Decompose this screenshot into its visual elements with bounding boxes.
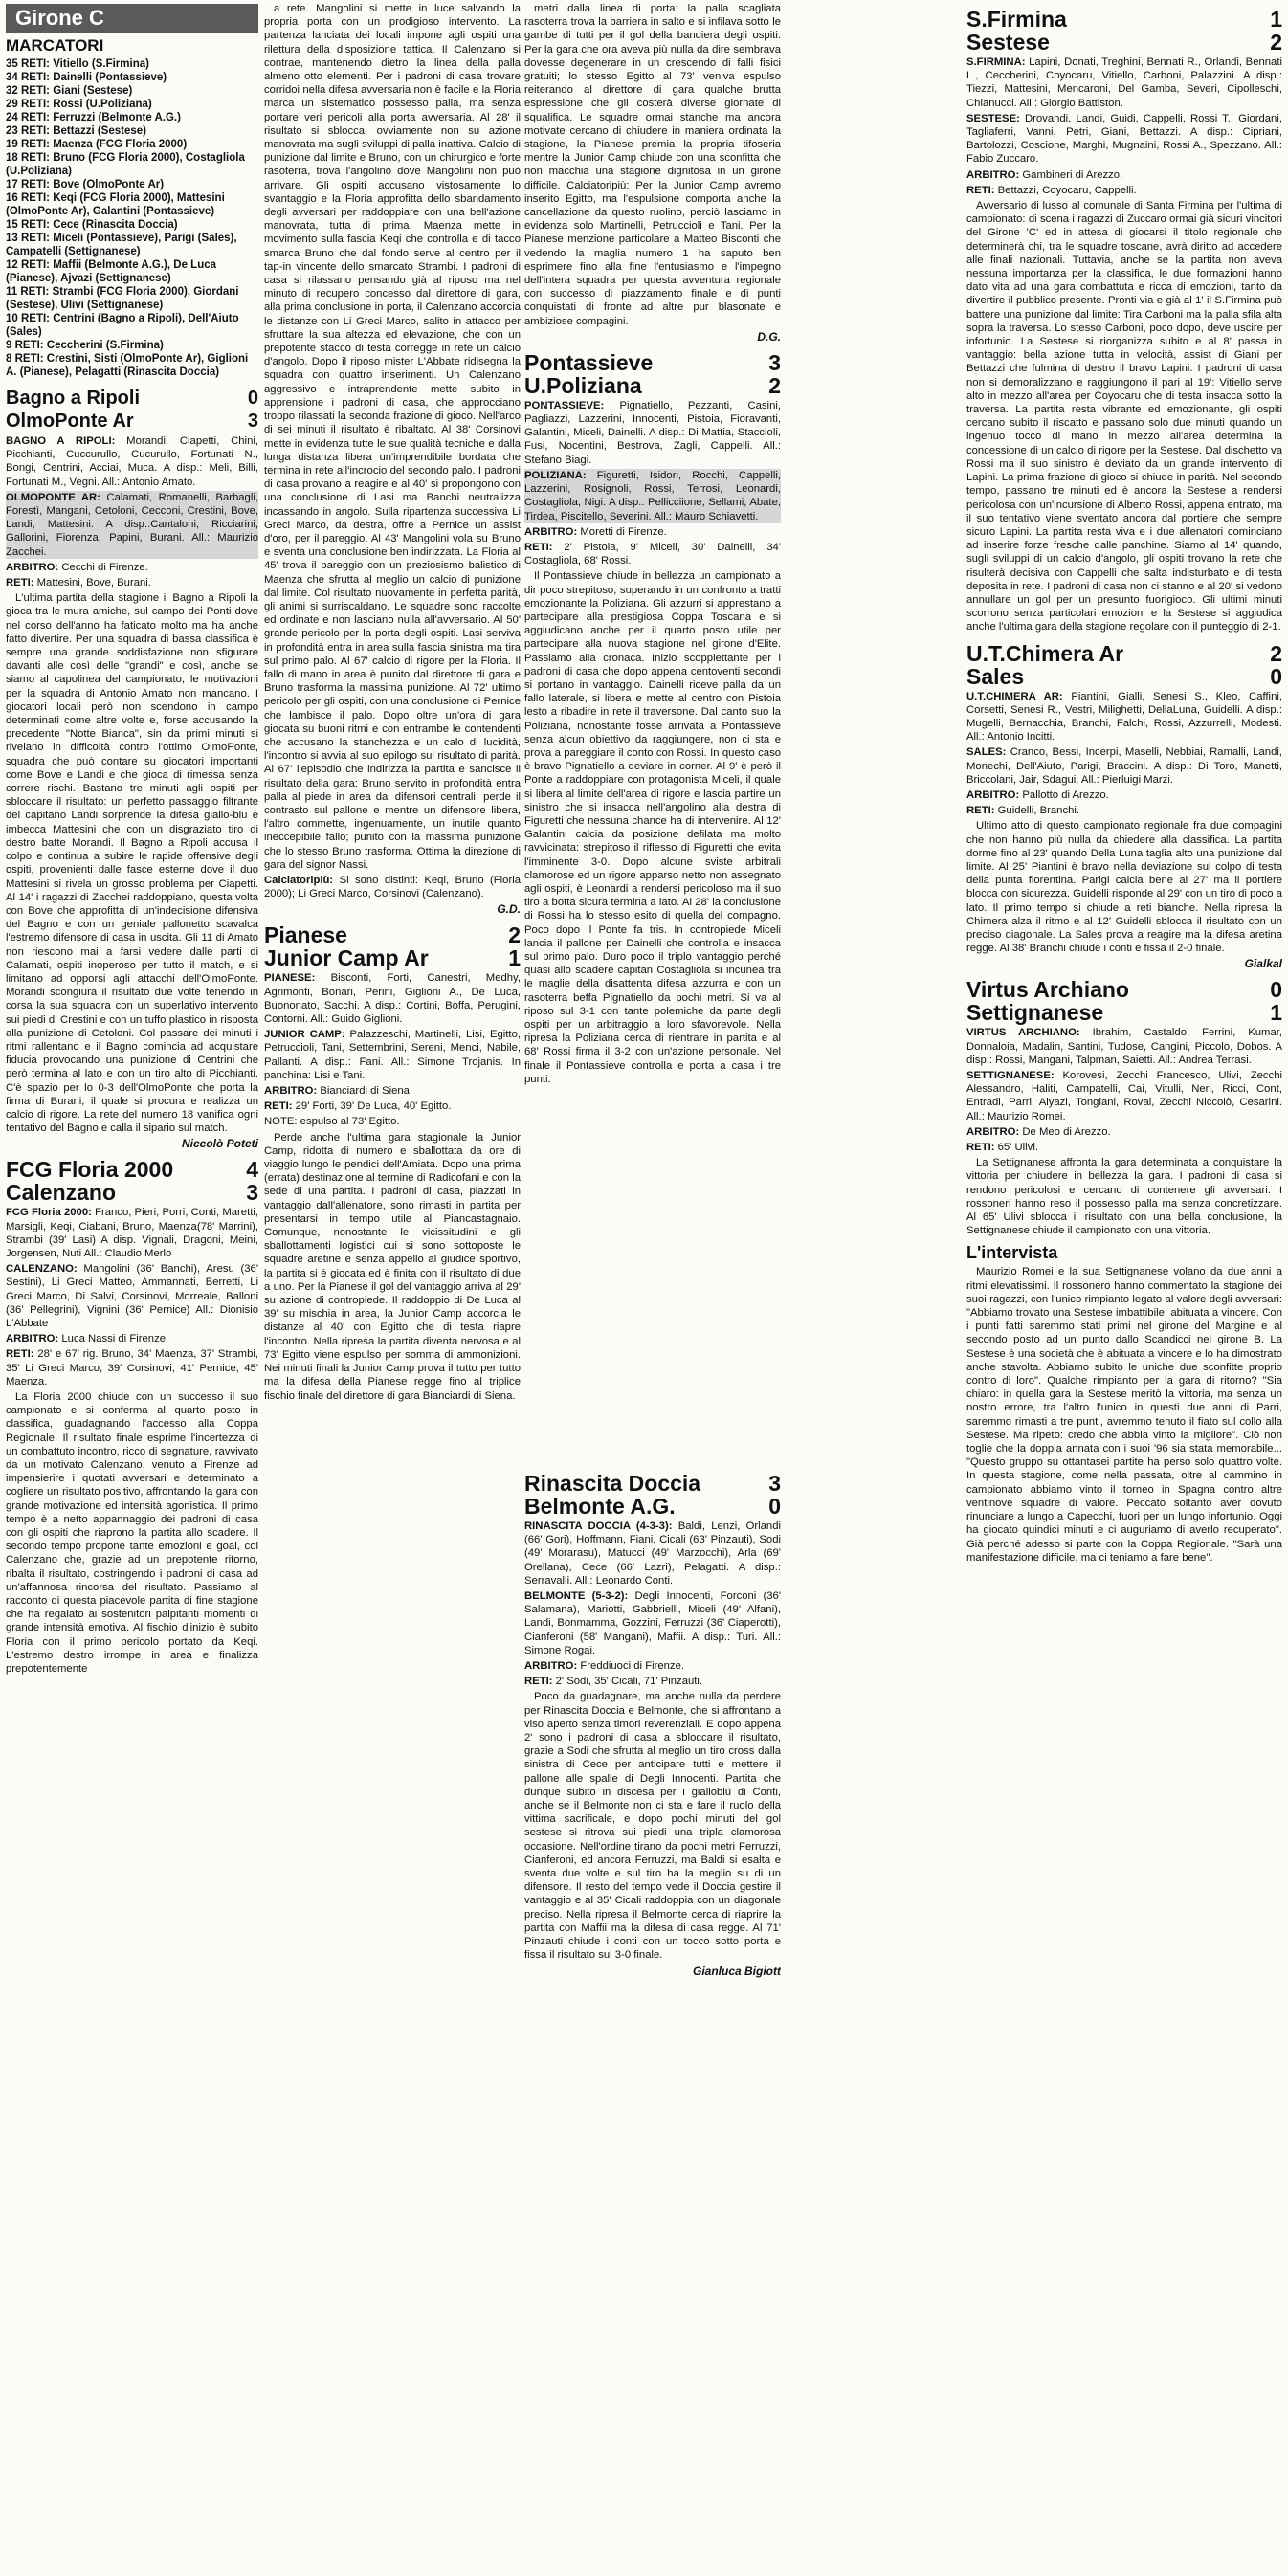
home-team: S.Firmina [966,7,1067,32]
top-players: Calciatoripiù: Si sono distinti: Keqi, Bruno (Floria 2000); Li Greci Marco, Corsinovi (Calenzano). [264,875,521,900]
match-report: Avversario di lusso al comunale di Santa Firmina per l'ultima di campionato: di scena i ragazzi di Zuccaro ormai già sicuri vincitori del Girone 'C' ed in attesa di giocarsi il titolo regionale che determinerà chi, tra le squadre toscane, avrà diritto ad accedere alle finali nazionali. Tuttavia, anche se la partita non aveva nessuna importanza per la classifica, le due formazioni hanno dato vita ad una gara combattuta e ricca di emozioni, tanto da divertire il pubblico presente. Pronti via e già al 1' il S.Firmina può battere una punizione dal limite: Tira Carboni ma la palla sfila alta sopra la traversa. Lo stesso Carboni, poco dopo, deve uscire per infortunio. La Sestese si riorganizza subito e al 8' passa in vantaggio: bella azione tutta in velocità, assist di Giani per Bettazzi che fulmina di destro il bravo Lapini. I padroni di casa non si demoralizzano e raggiungono il pari al 19': Vitiello serve alto in mezzo all'area per Coyocaru che di testa insacca sotto la traversa. La partita resta vibrante ed emozionante, gli ospiti cercano subito il riscatto e passano solo due minuti quando un ingenuo tocco di mano in mezzo all'area determina la concessione di un calcio di rigore per la Sestese. Dal dischetto va Rossi ma il suo sinistro è deviato da un grande intervento di Lapini. La prima frazione di gioco si chiude in parità. Nel secondo tempo, passano tre minuti ed è ancora la Sestese a rendersi pericolosa con un'incursione di Alberto Rossi, appena entrato, ma il suo tentativo viene sventato ancora dal portiere che sempre sicuro Lapini. La partita resta viva e i due allenatori cominciano ad inserire forze fresche dalle panchine. Siamo al 14' quando, sugli sviluppi di un calcio d'angolo, gli ospiti trovano la rete che risulterà decisiva con Cappelli che salta indisturbato e di testa deposita in rete. I padroni di casa non ci stanno e al 20' si vedono annullare un gol per un presunto fuorigioco. Gli ultimi minuti scorrono senza particolari emozioni e la Sestese si aggiudica anche l'ultima gara della stagione regolare con il punteggio di 2-1. [966,200,1282,633]
match-doccia-belmonte [524,1472,781,1518]
match-bagno-olmoponte [6,387,258,433]
away-team: Settignanese [966,1000,1104,1026]
match-report-continued: a rete. Mangolini si mette in luce salvando la propria porta con un prodigioso intervento. La partenza lanciata dei locali impone agli ospiti una rilettura della disposizione tattica. Il Calenzano si contrae, mantenendo dietro la linea della palla almeno otto elementi. Per i padroni di casa trovare corridoi nella difesa avversaria non è facile e la Floria marca un sistematico possesso palla, ma senza portare veri pericoli alla porta avversaria. Al 28' il risultato si sblocca, ovviamente non su azione manovrata ma sugli sviluppi di palla inattiva. Calcio di punizione dal limite e Bruno, con un chirurgico e forte rasoterra, trova l'angolino dove Mangolini non può arrivare. Gli ospiti accusano vistosamente lo svantaggio e la Floria approfitta dello sbandamento degli avversari per raddoppiare con una bell'azione manovrata, tutta di prima. Maenza mette in movimento sulla fascia Keqi che controlla e di tacco smarca Bruno che dal fondo serve al centro per il tap-in vincente dello smarcato Strambi. I padroni di casa si rilassano pensando già al riposo ma nel minuto di recupero concesso dal direttore di gara, alla prima conclusione in porta, il Calenzano accorcia le distanze con Li Greci Marco, salito in attacco per sfruttare la sua altezza ed elevazione, che con un prepotente stacco di testa corregge in rete un calcio d'angolo. Dopo il riposo mister L'Abbate ridisegna la squadra con quattro inserimenti. Un Calenzano aggressivo e intraprendente mette subito in apprensione i padroni di casa, che approcciano troppo rilassati la seconda frazione di gioco. Nell'arco di sei minuti il risultato è ribaltato. Al 38' Corsinovi mette in evidenza tutte le sue qualità tecniche e dalla lunga distanza libera un'imprendibile bordata che termina in rete all'incrocio del secondo palo. I padroni di casa provano a reagire e al 40' si propongono con una conclusione di Lasi ma Banchi neutralizza incassando in angolo. Sulla ripartenza successiva Li Greci Marco, da destra, offre a Pernice un assist d'oro, per il pareggio. Al 43' Mangolini vola su Bruno e sventa una conclusione ben indirizzata. La Floria al 45' trova il pareggio con un preziosismo balistico di Maenza che sfrutta al meglio un calcio di punizione dal limite. Col risultato nuovamente in perfetta parità, gli animi si surriscaldano. Le squadre sono raccolte ed ordinate e non lasciano nulla all'avversario. Al 50' grande pericolo per la porta degli ospiti. Lasi serviva in profondità entra in area sulla fascia sinistra ma tira sul primo palo. Al 67' calcio di rigore per la Floria. Il fallo di mano in area è punito dal direttore di gara e Bruno trasforma la massima punizione. Al 72' ultimo pericolo per gli ospiti, con una conclusione di Pernice che lambisce il palo. Dopo oltre un'ora di gara giocata su buoni ritmi e con entrambe le contendenti che accusano la stanchezza e un calo di lucidità, l'incontro si avvia al suo epilogo sul risultato di parità. Al 67' l'episodio che indirizza la partita e sancisce il risultato della gara: Bruno servito in profondità entra palla al piede in area dai difensori centrali, perde il contrasto sul pallone e mentre un difensore libera, l'altro commette, ingenuamente, un inutile quanto ineccepibile fallo; punito con la massima punizione che lo stesso Bruno trasforma. Ottima la direzione di gara del signor Nassi. [264,3,521,871]
home-team-row [6,1158,258,1181]
home-team: Pianese [264,922,347,948]
away-team-row [966,31,1282,54]
home-team: Bagno a Ripoli [6,388,140,409]
home-team-row [966,978,1282,1001]
home-score: 0 [247,388,258,409]
section-banner: Girone C [6,4,258,33]
goals: RETI: 2' Pistoia, 9' Miceli, 30' Dainelli, 34' Costagliola, 68' Rossi. [524,541,781,567]
away-team: OlmoPonte Ar [6,411,134,432]
column-3 [524,0,781,1088]
match-archiano-settignanese [966,978,1282,1024]
match-firmina-sestese [966,8,1282,54]
author: Gianluca Bigiott [692,1964,781,1978]
away-team: Sestese [966,30,1050,55]
away-score: 0 [768,1494,781,1519]
referee: ARBITRO: Luca Nassi di Firenze. [6,1333,169,1345]
referee: ARBITRO: Pallotto di Arezzo. [966,788,1109,801]
away-score: 2 [1270,30,1282,55]
away-lineup: JUNIOR CAMP: Palazzeschi, Martinelli, Lisi, Egitto, Petruccioli, Tani, Settembrini, Sereni, Menci, Nabile, Pallanti. A disp.: Fani. All.: Simone Trojanis. In panchina: Lisi e Tani. [264,1029,521,1081]
home-team-row [966,8,1282,31]
scorer-line: 19 RETI: Maenza (FCG Floria 2000) [6,139,188,150]
away-team-row [264,946,521,969]
scorer-line: 18 RETI: Bruno (FCG Floria 2000), Costagliola (U.Poliziana) [6,152,245,177]
scorer-line: 9 RETI: Ceccherini (S.Firmina) [6,340,164,351]
referee: ARBITRO: Cecchi di Firenze. [6,561,148,573]
match-floria-calenzano [6,1158,258,1204]
referee: ARBITRO: De Meo di Arezzo. [966,1125,1111,1138]
scorer-line: 23 RETI: Bettazzi (Sestese) [6,125,146,137]
home-lineup: FCG Floria 2000: Franco, Pieri, Porri, Conti, Maretti, Marsigli, Keqi, Ciabani, Bruno, Maenza(78' Marrini), Strambi (39' Lasi) A disp. Vignali, Dragoni, Meini, Jorgensen, Nuti All.: Claudio Merlo [6,1207,258,1259]
scorer-line: 34 RETI: Dainelli (Pontassieve) [6,72,167,83]
match-report: Poco da guadagnare, ma anche nulla da perdere per Rinascita Doccia e Belmonte, che si affrontano a viso aperto senza timori reverenziali. E dopo appena 2' sono i padroni di casa a sbloccare il risultato, grazie a Sodi che sfrutta al meglio un tiro cross dalla sinistra di Cece per anticipare tutti e mettere il pallone alle spalle di Degli Innocenti. Partita che dunque subito in discesa per i gialloblù di Conti, anche se il Belmonte non ci sta e fare il ruolo della vittima sacrificale, e dopo pochi minuti del gol sestese si ritrova sui piedi una tripla clamorosa occasione. Nell'ordine tirano da pochi metri Ferruzzi, Cianferoni, ed ancora Ferruzzi, ma Baldi si esalta e sventa due volte e sul tiro ha la meglio su di un difensore. Il resto del tempo vede il Doccia gestire il vantaggio e al 35' Cicali raddoppia con un diagonale preciso. Nella ripresa il Belmonte cerca di riaprire la partita con Maffii ma la difesa di casa regge. Al 71' Pinzauti chiude i conti con un tocco sotto porta e fissa il risultato sul 3-0 finale. [524,1691,781,1962]
away-team: Belmonte A.G. [524,1494,676,1519]
goals: RETI: Bettazzi, Coyocaru, Cappelli. [966,184,1137,196]
away-team-row [524,1495,781,1518]
goals: RETI: Mattesini, Bove, Burani. [6,577,151,589]
interview-title: L'intervista [966,1243,1058,1263]
match-chimera-sales [966,642,1282,688]
home-score: 2 [508,922,521,948]
referee: ARBITRO: Bianciardi di Siena [264,1085,410,1098]
scorer-line: 15 RETI: Cece (Rinascita Doccia) [6,219,178,231]
away-team: Sales [966,663,1025,689]
scorer-line: 8 RETI: Crestini, Sisti (OlmoPonte Ar), Giglioni A. (Pianese), Pelagatti (Rinascita Doccia) [6,353,249,378]
home-team: U.T.Chimera Ar [966,640,1124,666]
referee: ARBITRO: Gambineri di Arezzo. [966,168,1123,181]
scorer-line: 11 RETI: Strambi (FCG Floria 2000), Giordani (Sestese), Ulivi (Settignanese) [6,286,239,311]
home-score: 1 [1270,7,1282,32]
column-3-lower [524,1464,781,1984]
away-team-row [966,1001,1282,1024]
away-team: Junior Camp Ar [264,945,429,971]
scorer-line: 17 RETI: Bove (OlmoPonte Ar) [6,179,165,190]
home-score: 3 [768,349,781,375]
away-lineup: SALES: Cranco, Bessi, Incerpi, Maselli, Nebbiai, Ramalli, Landi, Monechi, Dell'Aiuto, Parigi, Braccini. A disp.: Di Toro, Manetti, Briccolani, Jair, Sdagui. All.: Pierluigi Marzi. [966,746,1282,786]
home-lineup: PONTASSIEVE: Pignatiello, Pezzanti, Casini, Pagliazzi, Lazzerini, Innocenti, Pistoia, Fioravanti, Galantini, Miceli, Dainelli. A disp.: Di Mattia, Staccioli, Fusi, Nocentini, Bestrova, Zagli, Cappelli. All.: Stefano Biagi. [524,399,781,466]
note: NOTE: espulso al 73' Egitto. [264,1116,400,1128]
away-score: 1 [508,945,521,971]
home-score: 3 [768,1471,781,1496]
match-report: Il Pontassieve chiude in bellezza un campionato a dir poco strepitoso, superando in un confronto a tratti emozionante la Poliziana. Gli azzurri si apprestano a partecipare alla prestigiosa Coppa Toscana e si aggiudicano anche per il quarto posto utile per partecipare alla nuova stagione nel girone d'Elite. Passiamo alla cronaca. Inizio scoppiettante per i padroni di casa che dopo appena centoventi secondi si portano in vantaggio. Dainelli riceve palla da un fallo laterale, si libera e mette al centro con Pistoia lesto a ribadire in rete il traversone. Dal canto suo la Poliziana, nonostante fosse arrivata a Pontassieve senza alcun obiettivo da raggiungere, non ci sta e prova a pareggiare il conto con Rossi. In questo caso è bravo Pignatiello a deviare in corner. Al 9' è però il Ponte a raddoppiare con protagonista Miceli, il quale si libera al limite dell'area di rigore e lascia partire un sinistro che si insacca nell'angolino alla destra di Figuretti che nessuna chance ha di intervenire. Al 12' Galantini calcia da posizione defilata ma molto ravvicinata: strepitoso il riflesso di Figuretti che evita l'imminente 3-0. Dopo alcune sviste arbitrali clamorose ed un rigore apparso netto non assegnato agli ospiti, è Leonardi a rendersi pericoloso ma il suo tiro a botta sicura termina a lato. Al 28' la conclusione di Rossi ha lo stesso esito di quella del compagno. Poco dopo il Ponte fa tris. In contropiede Miceli lancia il pallone per Dainelli che controlla e insacca sul primo palo. Duro poco il triplo vantaggio perché quasi allo scadere capitan Costagliola si incunea tra le maglie della disattenta difesa azzurra e con un rasoterra beffa Pignatiello da pochi metri. Si va al riposo sul 3-1 con tante polemiche da parte degli ospiti per un arbitraggio a loro sfavorevole. Nella ripresa la Poliziana cerca di rientrare in partita e al 68' Rossi firma il 3-2 con un'azione personale. Nel finale il Pontassieve controlla e porta a casa i tre punti. [524,570,781,1085]
match-report-continued: metri dalla linea di porta: la palla scagliata rasoterra trova la barriera in salto e si infilava sotto le gambe di tutti per il gol della bandiera degli ospiti. Per la gara che ora aveva più nulla da dire sembrava dovesse degenerare in un crescendo di falli fisici gratuiti; lo stesso Egitto al 73' veniva espulso reiterando al direttore di gara qualche brutta espressione che gli costerà diverse giornate di squalifica. Le squadre ormai stanche ma ancora motivate cercano di chiudere in maniera ordinata la stagione, la Pianese premia la propria tifoseria mentre la Junior Camp chiude con una sconfitta che non macchia una stagione dignitosa in un girone difficile. Calciatoripiù: Per la Junior Camp avremo inserito Egitto, ma l'espulsione comporta anche la cancellazione da questo ruolino, perciò lasciamo in evidenza solo Martinelli, Petruccioli e Tani. Per la Pianese menzione particolare a Matteo Bisconti che vedendo la maglia numero 1 ha saputo ben esprimere fino alla fine l'entusiasmo e l'impegno dell'intera squadra per questa avventura regionale con successo di piazzamento finale e di punti conquistati di fronte ad altre pur blasonate e ambiziose compagini. [524,3,781,327]
scorers-box [6,36,258,379]
referee: ARBITRO: Moretti di Firenze. [524,525,667,538]
away-team-row [966,665,1282,688]
goals: RETI: Guidelli, Branchi. [966,805,1080,817]
home-team: Pontassieve [524,349,654,375]
away-team-row [6,410,258,433]
scorer-line: 16 RETI: Keqi (FCG Floria 2000), Mattesini (OlmoPonte Ar), Galantini (Pontassieve) [6,192,225,217]
referee: ARBITRO: Freddiuoci di Firenze. [524,1660,684,1673]
scorer-line: 10 RETI: Centrini (Bagno a Ripoli), Dell'Aiuto (Sales) [6,313,239,338]
home-score: 4 [246,1157,258,1183]
goals: RETI: 2' Sodi, 35' Cicali, 71' Pinzauti. [524,1676,703,1688]
column-2 [264,0,521,1405]
interview-text: Maurizio Romei e la sua Settignanese volano da due anni a ritmi elevatissimi. Il rossonero hanno commentato la stagione dei suoi ragazzi, con l'unico rimpianto legato al valore degli avversari: "Abbiamo trovato una Sestese imbattibile, abituata a vincere. Con i punti fatti saremmo stati primi nel girone del Margine e al secondo posto ad un punto dallo Scandicci nel girone B. La Sestese è una società che è abituata a vincere e lo ha dimostrato anche stavolta. Abbiamo subito le uniche due sconfitte proprio contro di loro". Qualche rimpianto per la gara di ritorno? "Sia chiaro: in quella gara la Sestese meritò la vittoria, ma senza un nostro errore, tra l'altro l'unico in questi due anni di Parri, saremmo rimasti a tre punti, avremmo tenuto il fiato sul collo alla Sestese. Ma ripeto: credo che abbia vinto la migliore". Ciò non toglie che la doppia annata con i suoi '96 sia stata memorabile... "Questo gruppo su ottantasei partite ha perso solo quattro volte. In questa stagione, come nella passata, oltre al cammino in campionato abbiamo vinto il torneo in Spagna contro altre ventinove squadre di valore. Peccato soltanto aver dovuto rinunciare a lungo a Capecchi, fuori per un lungo infortunio. Oggi ha giocato quindici minuti e ci auguriamo di averlo recuperato". Già perché adesso si parte con la Coppa Regionale. "Sarà una manifestazione difficile, ma ci teniamo a fare bene". [966,1266,1282,1564]
scorer-line: 13 RETI: Miceli (Pontassieve), Parigi (Sales), Campatelli (Settignanese) [6,233,237,257]
home-team: Rinascita Doccia [524,1471,701,1496]
match-report: La Settignanese affronta la gara determinata a conquistare la vittoria per chiudere in bellezza la gara. I padroni di casa si rendono pericolosi e cercano di contenere gli avversari. I rossoneri hanno reso il possesso palla ma senza concretizzare. Al 65' Ulivi sblocca il risultato con una bella conclusione, la Settignanese chiude il campionato con una vittoria. [966,1157,1282,1237]
column-1 [6,0,258,1677]
column-5 [966,0,1282,1566]
home-lineup: PIANESE: Bisconti, Forti, Canestri, Medhy, Agrimonti, Bonari, Perini, Giglioni A., De Luca, Buononato, Sacchi. A disp.: Cortini, Boffa, Perugini, Contorni. All.: Guido Giglioni. [264,972,521,1026]
match-report: La Floria 2000 chiude con un successo il suo campionato e si conferma al quarto posto in classifica, guadagnando l'accesso alla Coppa Regionale. Il risultato finale esprime l'incertezza di un combattuto incontro, ricco di segnature, ravvivato da un motivato Calenzano, venuto a Firenze ad impensierire i quotati avversari e determinato a cogliere un risultato positivo, affrontando la gara con grande motivazione ed intensità agonistica. Il primo tempo è a netto appannaggio dei padroni di casa con gli ospiti che riaprono la partita allo scadere. Il secondo tempo propone tante emozioni e goal, col Calenzano che, grazie ad un prepotente ritorno, ribalta il risultato, costringendo i padroni di casa ad un'affannosa rincorsa del risultato. Passiamo al racconto di questa piacevole partita di fine stagione che ha regalato ai sostenitori palpitanti momenti di grande intensità emotiva. Al fischio d'inizio è subito Floria con il primo pericolo portato da Keqi. L'estremo destro irrompe in area e finalizza prepotentemente [6,1391,258,1676]
author: Niccolò Poteti [181,1137,258,1151]
away-team-row [6,1181,258,1204]
goals: RETI: 65' Ulivi. [966,1142,1038,1154]
goals: RETI: 29' Forti, 39' De Luca, 40' Egitto. [264,1100,452,1113]
home-lineup: U.T.CHIMERA AR: Piantini, Gialli, Senesi S., Kleo, Caffini, Corsetti, Senesi R., Vestri, Milighetti, DellaLuna, Guidelli. A disp.: Mugelli, Bernacchia, Branchi, Falchi, Rossi, Azzurrelli, Modesti. All.: Antonio Incitti. [966,690,1282,744]
away-score: 3 [246,1180,258,1206]
away-score: 0 [1270,663,1282,689]
home-team-row [524,1472,781,1495]
author: D.G. [757,329,781,344]
match-pianese-junior [264,923,521,969]
home-team-row [524,351,781,374]
away-lineup: SESTESE: Drovandi, Landi, Guidi, Cappelli, Rossi T., Giordani, Tagliaferri, Vanni, Petri, Giani, Bettazzi. A disp.: Cipriani, Bartolozzi, Coscione, Marghi, Mugnaini, Rossi A., Spezzano. All.: Fabio Zuccaro. [966,112,1282,166]
home-lineup: S.FIRMINA: Lapini, Donati, Treghini, Bennati R., Orlandi, Bennati L., Ceccherini, Coyocaru, Vitiello, Carboni, Palazzini. A disp.: Tiezzi, Mattesini, Mencaroni, Del Gamba, Severi, Cipolleschi, Chianucci. All.: Giorgio Battiston. [966,56,1282,109]
scorer-line: 35 RETI: Vitiello (S.Firmina) [6,58,149,70]
home-team: Virtus Archiano [966,977,1129,1003]
away-team: U.Poliziana [524,372,642,398]
home-lineup: VIRTUS ARCHIANO: Ibrahim, Castaldo, Ferrini, Kumar, Donnaloia, Madalin, Santini, Tudose, Cangini, Piccolo, Dobos. A disp.: Rossi, Mangani, Talpman, Saietti. All.: Andrea Terrasi. [966,1027,1282,1066]
scorer-line: 24 RETI: Ferruzzi (Belmonte A.G.) [6,112,181,123]
scorer-line: 12 RETI: Maffii (Belmonte A.G.), De Luca (Pianese), Ajvazi (Settignanese) [6,259,217,284]
home-team-row [264,923,521,946]
away-lineup: POLIZIANA: Figuretti, Isidori, Rocchi, Cappelli, Lazzerini, Rosignoli, Rossi, Terrosi, Leonardi, Costagliola, Nigi. A disp.: Pellicciione, Sellami, Abate, Tirdea, Piscitello, Severini. All.: Mauro Schiavetti. [524,469,781,522]
home-team-row [6,387,258,410]
match-report: Perde anche l'ultima gara stagionale la Junior Camp, ridotta di numero e sballottata da ore di viaggio lungo le pendici dell'Amiata. Dopo una prima (errata) destinazione al termine di Radicofani e con la sede di una partita. I padroni di casa, piazzati in vantaggio dall'allenatore, sono rimasti in partita per presentarsi in tempo utile al Piancastagnaio. Comunque, nonostante le vicissitudini e gli sballottamenti logistici cui si sono sottoposte le squadre aretine e senza appello al giudice sportivo, la partita si è giocata ed è finita con il risultato di due a uno. Per la Pianese il gol del vantaggio arriva al 29' su azione di contropiede. Il raddoppio di De Luca al 39' su mischia in area, la Junior Camp accorcia le distanze al 40' con Egitto che di testa riapre l'incontro. Nella ripresa la partita diventa nervosa e al 73' Egitto viene espulso per somma di ammonizioni. Nei minuti finali la Junior Camp prova il tutto per tutto ma la difesa della Pianese regge fino al triplice fischio finale del direttore di gara Bianciardi di Siena. [264,1131,521,1402]
away-team-row [524,374,781,397]
match-report: L'ultima partita della stagione il Bagno a Ripoli la gioca tra le mura amiche, sul campo dei Ponti dove nel corso dell'anno ha faticato molto ma ha anche fatto divertire. Per una squadra di bassa classifica è sempre una grande soddisfazione non sfigurare davanti alle così delle "grandi" e così, anche se siamo al capolinea del campionato, le motivazioni per la squadra di Antonio Amato non mancano. I giocatori locali però non scendono in campo determinati come altre volte e, forse accusando la precedente "Notte Bianca", sin da primi minuti si rivelano in difficoltà contro l'ottimo OlmoPonte, squadra che può contare su giocatori importanti come Bove e Landi e che gioca di rimessa senza correre rischi. Bastano tre minuti agli ospiti per sbloccare il risultato: un perfetto passaggio filtrante del capitano Landi sorprende la difesa giallo-blu e imbecca Mattesini che con un disgraziato tiro di destro batte Morandi. Il Bagno a Ripoli accusa il colpo e continua a subire le rapide offensive degli ospiti, provenienti dalle fasce esterne dove il duo Mattesini si rivela un grosso problema per Ciapetti. Al 14' i ragazzi di Zacchei raddoppiano, questa volta con Bove che approfitta di un'indecisione difensiva del Bagno e con un geniale pallonetto scavalca l'estremo difensore di casa in uscita. Gli 11 di Amato non riescono mai a farsi vedere dalle parti di Calamati, ospiti inoperoso per tutto il match, e si limitano ad opporsi agli attacchi dell'OlmoPonte. Morandi scongiura il risultato due volte tenendo in corsa la sua squadra con un superlativo intervento sui piedi di Crestini e con un tuffo plastico in risposta alla punizione di Cetoloni. Col passare dei minuti i ritmi rallentano e il Bagno comincia ad acquistare fiducia provocando una punizione di Centrini che però termina al lato e con un tiro alto di Picchianti. C'è spazio per lo 0-3 dell'OlmoPonte che porta la firma di Burani, il quale si procura e realizza un calcio di rigore. La rete del numero 18 vanifica ogni tentativo del Bagno e calla il sipario sul match. [6,592,258,1135]
author: Gialkal [1244,957,1282,971]
away-score: 2 [768,372,781,398]
home-lineup: BAGNO A RIPOLI: Morandi, Ciapetti, Chini, Picchianti, Cuccurullo, Cucurullo, Fortunati N., Bongi, Centrini, Acciai, Muca. A disp.: Meli, Billi, Fortunati M., Vegni. All.: Antonio Amato. [6,435,258,488]
away-lineup: BELMONTE (5-3-2): Degli Innocenti, Forconi (36' Salamana), Mariotti, Gabbrielli, Miceli (49' Alfani), Landi, Bonmamma, Gozzini, Ferruzzi (36' Ciaperotti), Cianferoni (58' Mangani), Maffii. A disp.: Turi. All.: Simone Rogai. [524,1590,781,1656]
scorers-title: MARCATORI [6,36,104,55]
match-report: Ultimo atto di questo campionato regionale fra due compagini che non hanno più nulla da chiedere alla classifica. La partita dorme fino al 23' quando Della Luna taglia alto una punizione dal limite. Al 25' Piantini è bravo nella deviazione sul colpo di testa della punta fiorentina. Parigi calcia bene al 27' ma il portiere blocca con sicurezza. Guidelli risponde al 29' con un tiro di poco a lato. Il primo tempo si chiude a reti bianche. Nella ripresa la Chimera alza il ritmo e al 12' Guidelli sblocca il risultato con un preciso diagonale. La Sales prova a reagire ma la difesa aretina regge. Al 38' Branchi chiude i conti e fissa il 2-0 finale. [966,820,1282,955]
home-team: FCG Floria 2000 [6,1157,174,1183]
away-score: 3 [247,411,258,432]
home-lineup: RINASCITA DOCCIA (4-3-3): Baldi, Lenzi, Orlandi (66' Gori), Hoffmann, Fiani, Cicali (63' Pinzauti), Sodi (49' Morarasu), Matucci (49' Marzocchi), Arla (69' Orellana), Cece (66' Lazri), Pelagatti. A disp.: Serravalli. All.: Leonardo Conti. [524,1521,781,1587]
scorer-line: 29 RETI: Rossi (U.Poliziana) [6,99,152,110]
author: G.D. [497,902,521,917]
home-team-row [966,642,1282,665]
scorer-line: 32 RETI: Giani (Sestese) [6,85,133,97]
home-score: 0 [1270,977,1282,1003]
match-pontassieve-poliziana [524,351,781,397]
goals: RETI: 28' e 67' rig. Bruno, 34' Maenza, 37' Strambi, 35' Li Greci Marco, 39' Corsinovi, 41' Pernice, 45' Maenza. [6,1348,258,1388]
away-lineup: CALENZANO: Mangolini (36' Banchi), Aresu (36' Sestini), Li Greci Matteo, Ammannati, Berretti, Li Greci Marco, Di Salvi, Corsinovi, Morreale, Balloni (36' Pellegrini), Vignini (36' Pernice) All.: Dionisio L'Abbate [6,1263,258,1329]
away-team: Calenzano [6,1180,117,1206]
home-score: 2 [1270,640,1282,666]
away-lineup: OLMOPONTE AR: Calamati, Romanelli, Barbagli, Forestì, Mangani, Cetoloni, Cecconi, Crestini, Bove, Landi, Mattesini. A disp.:Cantaloni, Ricciarini, Gallorini, Fiorenza, Papini, Burani. All.: Maurizio Zacchei. [6,491,258,558]
away-lineup: SETTIGNANESE: Korovesi, Zecchi Francesco, Ulivi, Zecchi Alessandro, Haliti, Campatelli, Cai, Vitulli, Neri, Ricci, Cont, Entradi, Parri, Aiyazi, Tongiani, Rovai, Zecchi Niccolò, Cesarini. All.: Maurizio Romei. [966,1070,1282,1122]
away-score: 1 [1270,1000,1282,1026]
